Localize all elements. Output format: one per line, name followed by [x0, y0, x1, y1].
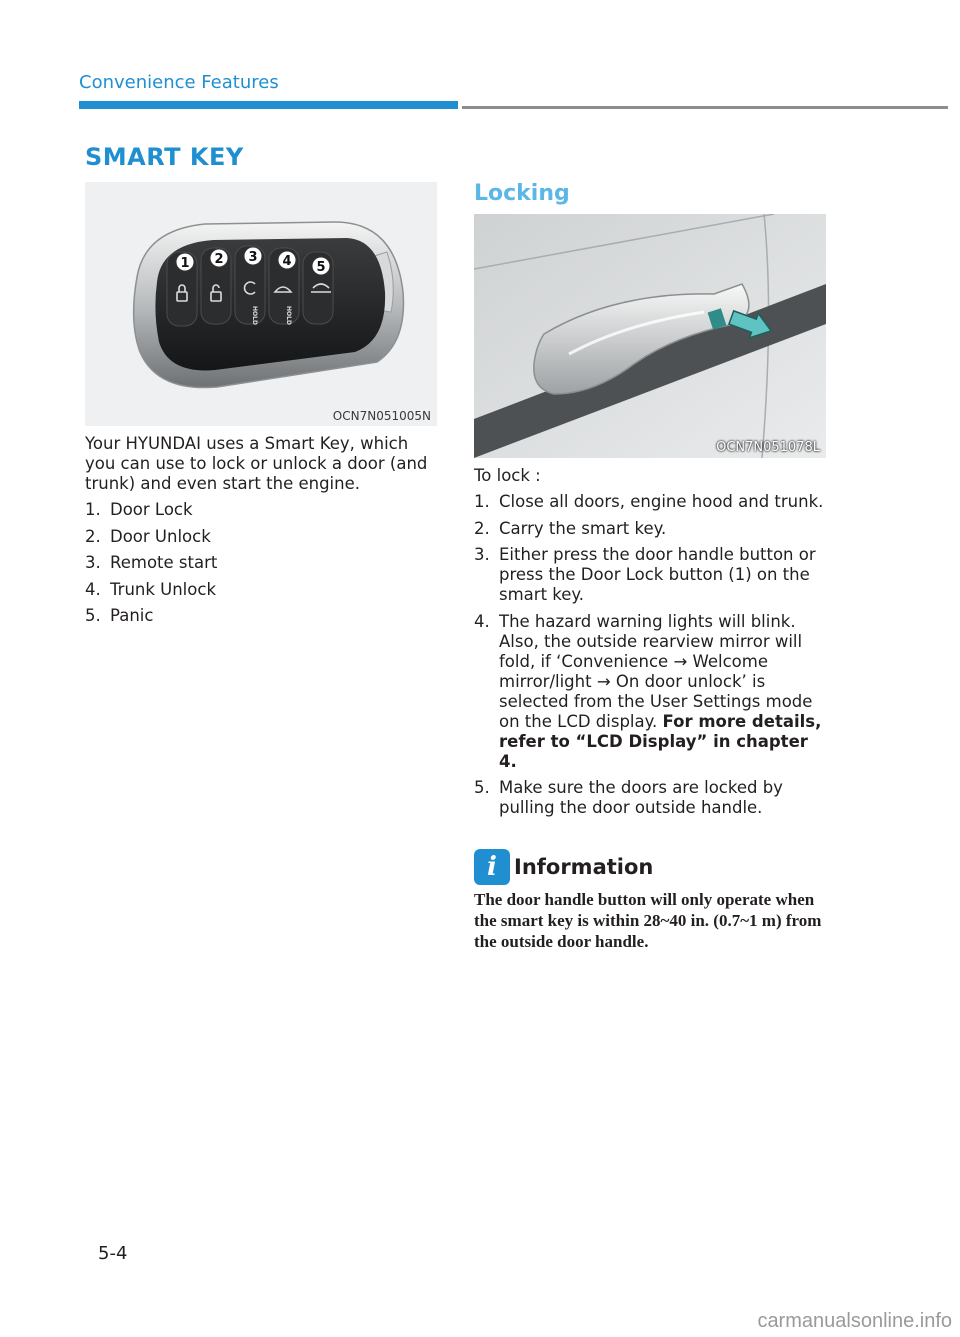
locking-steps — [474, 492, 830, 818]
button-number-5: 5 — [316, 260, 326, 275]
list-item: 4. Trunk Unlock — [85, 579, 216, 599]
list-item: 3. Either press the door handle button or press the Door Lock button (1) on the smart key. — [474, 545, 816, 604]
button-number-2: 2 — [214, 252, 224, 267]
button-number-3: 3 — [248, 250, 258, 265]
button-number-1: 1 — [180, 256, 190, 271]
information-header — [474, 849, 653, 885]
information-body: The door handle button will only operate when the smart key is within 28~40 in. (0.7~1 m) from the outside door handle. — [474, 890, 822, 951]
section-header: Convenience Features — [79, 72, 279, 93]
button-number-4: 4 — [282, 254, 292, 269]
locking-heading: Locking — [474, 181, 570, 206]
figure-caption: OCN7N051005N — [332, 409, 431, 423]
list-item: 1. Close all doors, engine hood and trunk. — [474, 492, 824, 511]
list-item: 1. Door Lock — [85, 500, 193, 519]
list-item: 5. Make sure the doors are locked by pulling the door outside handle. — [474, 778, 783, 817]
locking-intro: To lock : — [474, 466, 541, 485]
smart-key-illustration — [85, 182, 437, 426]
smart-key-figure — [85, 182, 437, 426]
list-item: 2. Door Unlock — [85, 526, 211, 546]
list-item: 3. Remote start — [85, 553, 218, 572]
info-icon: i — [474, 849, 510, 885]
watermark: carmanualsonline.info — [757, 1310, 952, 1332]
button-list — [85, 500, 437, 626]
intro-paragraph: Your HYUNDAI uses a Smart Key, which you can use to lock or unlock a door (and trunk) and even start the engine. — [85, 434, 428, 493]
header-rule-accent — [79, 101, 458, 109]
information-title: Information — [514, 855, 654, 879]
list-item: 5. Panic — [85, 606, 154, 625]
cross-reference: For more details, refer to “LCD Display” in chapter 4. — [499, 711, 822, 771]
hold-label: HOLD — [251, 306, 258, 325]
header-rule — [462, 106, 948, 109]
list-item: 4. The hazard warning lights will blink. Also, the outside rearview mirror will fold, if ‘Convenience → Welcome mirror/light → On door unlock’ is selected from the User Settings mode on the LCD display. For more details, refer to “LCD Display” in chapter 4. — [474, 611, 822, 771]
smart-key-description — [85, 434, 437, 633]
page-number: 5-4 — [98, 1243, 128, 1264]
door-handle-figure — [474, 214, 826, 458]
page-title: SMART KEY — [85, 143, 244, 171]
door-handle-illustration — [474, 214, 826, 458]
figure-caption: OCN7N051078L — [716, 440, 820, 455]
hold-label: HOLD — [285, 306, 292, 325]
locking-instructions — [474, 466, 830, 825]
list-item: 2. Carry the smart key. — [474, 518, 667, 538]
